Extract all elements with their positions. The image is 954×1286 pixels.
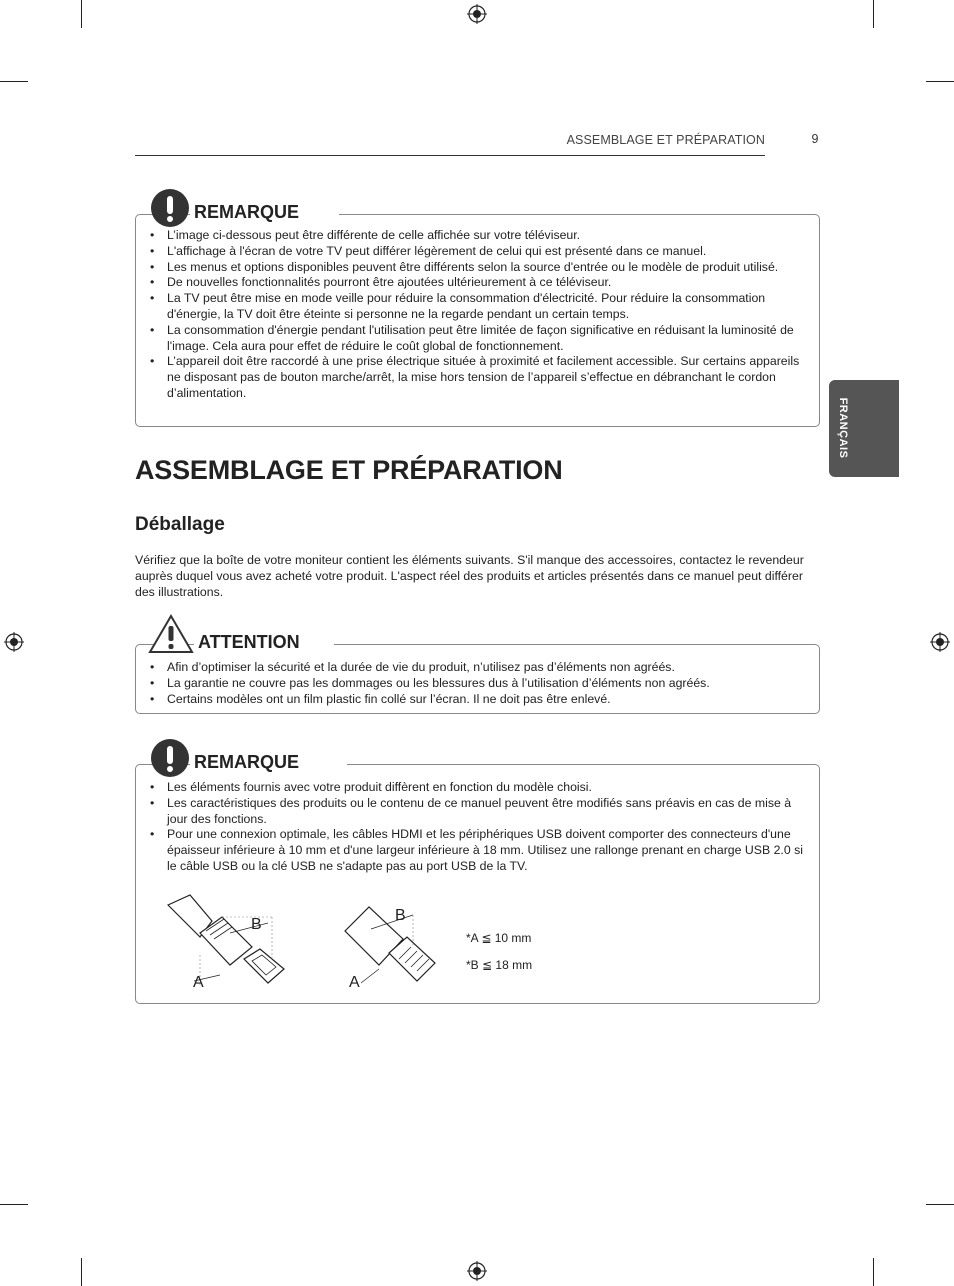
note-list <box>136 228 806 402</box>
hdmi-dimension-b-label: B <box>251 916 262 933</box>
usb-dimension-b-label: B <box>395 907 406 924</box>
page-number: 9 <box>811 132 819 146</box>
language-tab <box>829 380 899 477</box>
list-item: • Les menus et options disponibles peuvent être différents selon la source d'entrée ou le modèle de produit utilisé. <box>136 260 806 276</box>
list-item: • Pour une connexion optimale, les câbles HDMI et les périphériques USB doivent comporter des connecteurs d'une épaisseur inférieure à 10 mm et d'une largeur inférieure à 18 mm. Utilisez une rallonge prenant en charge USB 2.0 si le câble USB ou la clé USB ne s'adapte pas au port USB de la TV. <box>136 827 806 874</box>
intro-paragraph: Vérifiez que la boîte de votre moniteur contient les éléments suivants. S'il manque des accessoires, contactez le revendeur auprès duquel vous avez acheté votre produit. L'aspect réel des produits et articles présentés dans ce manuel peut différer des illustrations. <box>135 553 804 599</box>
list-item: • Certains modèles ont un film plastic fin collé sur l’écran. Il ne doit pas être enlevé. <box>136 692 806 708</box>
crop-mark <box>0 81 28 82</box>
hdmi-dimension-a-label: A <box>193 974 204 991</box>
list-item: • Les éléments fournis avec votre produit diffèrent en fonction du modèle choisi. <box>136 780 806 796</box>
exclamation-icon <box>151 189 189 227</box>
crop-mark <box>926 81 954 82</box>
exclamation-icon <box>151 739 189 777</box>
list-item: • L’appareil doit être raccordé à une prise électrique située à proximité et facilement accessible. Sur certains appareils ne disposant pas de bouton marche/arrêt, la mise hors tension de l’appareil s’effectue en débranchant le cordon d’alimentation. <box>136 354 806 401</box>
registration-mark-icon <box>467 4 487 24</box>
note-list <box>136 780 806 875</box>
crop-mark <box>873 0 874 28</box>
usb-dimension-a-label: A <box>349 974 360 991</box>
language-tab-label: FRANÇAIS <box>837 397 849 459</box>
list-item: • De nouvelles fonctionnalités pourront être ajoutées ultérieurement à ce téléviseur. <box>136 275 806 291</box>
running-header: ASSEMBLAGE ET PRÉPARATION <box>566 133 765 147</box>
registration-mark-icon <box>930 632 950 652</box>
list-item: • La garantie ne couvre pas les dommages ou les blessures dus à l’utilisation d’éléments non agréés. <box>136 676 806 692</box>
crop-mark <box>926 1204 954 1205</box>
warning-triangle-icon <box>148 614 194 654</box>
registration-mark-icon <box>4 632 24 652</box>
list-item: • La consommation d'énergie pendant l'utilisation peut être limitée de façon significative en réduisant la luminosité de l'image. Cela aura pour effet de réduire le coût global de fonctionnement. <box>136 323 806 355</box>
list-item: • Les caractéristiques des produits ou le contenu de ce manuel peuvent être modifiés sans préavis en cas de mise à jour des fonctions. <box>136 796 806 828</box>
section-title: Déballage <box>135 514 225 535</box>
crop-mark <box>0 1204 28 1205</box>
list-item: • L'affichage à l'écran de votre TV peut différer légèrement de celui qui est présenté dans ce manuel. <box>136 244 806 260</box>
spec-b-text: *B ≦ 18 mm <box>466 958 533 972</box>
crop-mark <box>81 0 82 28</box>
note-label: REMARQUE <box>190 752 347 773</box>
header-rule <box>135 155 765 156</box>
attention-label: ATTENTION <box>194 632 334 653</box>
page-title: ASSEMBLAGE ET PRÉPARATION <box>135 455 563 485</box>
attention-list <box>136 660 806 707</box>
spec-a-text: *A ≦ 10 mm <box>466 931 532 945</box>
list-item: • La TV peut être mise en mode veille pour réduire la consommation d'électricité. Pour réduire la consommation d'énergie, la TV doit être éteinte si personne ne la regarde pendant un certain temps. <box>136 291 806 323</box>
list-item: • L’image ci-dessous peut être différente de celle affichée sur votre téléviseur. <box>136 228 806 244</box>
crop-mark <box>81 1258 82 1286</box>
registration-mark-icon <box>467 1261 487 1281</box>
crop-mark <box>873 1258 874 1286</box>
hdmi-connector-diagram <box>160 893 300 993</box>
note-label: REMARQUE <box>190 202 339 223</box>
list-item: • Afin d’optimiser la sécurité et la durée de vie du produit, n’utilisez pas d’éléments non agréés. <box>136 660 806 676</box>
